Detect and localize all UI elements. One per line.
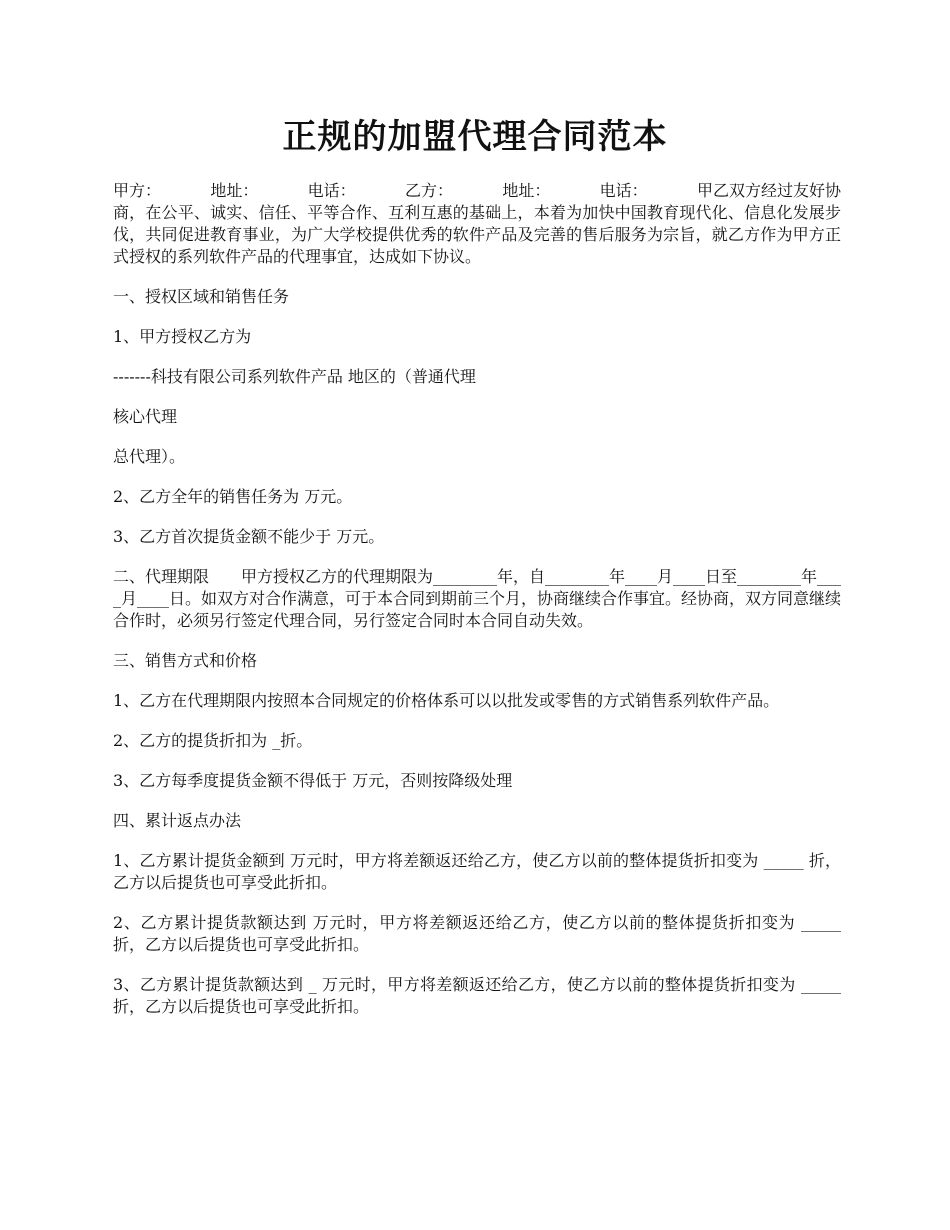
document-title: 正规的加盟代理合同范本 <box>282 117 668 157</box>
clause-paragraph: 3、乙方每季度提货金额不得低于 万元，否则按降级处理 <box>113 771 513 790</box>
intro-lead-text: 甲乙双方经过友好协 <box>696 181 841 200</box>
clause-paragraph: -------科技有限公司系列软件产品 地区的（普通代理 <box>113 367 476 386</box>
section-paragraph: 二、代理期限 甲方授权乙方的代理期限为________年，自________年____月____日至________年____月____日。如双方对合作满意，可于本合同到期前三个月，协商继续合作事宜。经协商，双方同意继续合作时，必须另行签定代理合同，另行签定合同时本合同自动失效。 <box>113 567 842 630</box>
clause-paragraph: 2、乙方累计提货款额达到 万元时，甲方将差额返还给乙方，使乙方以前的整体提货折扣变为 _____ 折，乙方以后提货也可享受此折扣。 <box>113 913 841 954</box>
document-body <box>113 180 841 1036</box>
clause-paragraph: 3、乙方首次提货金额不能少于 万元。 <box>113 527 385 546</box>
clause-paragraph: 1、甲方授权乙方为 <box>113 327 252 346</box>
party-b-label: 乙方： <box>404 181 453 200</box>
party-a-label: 甲方： <box>113 181 162 200</box>
clause-paragraph: 1、乙方累计提货金额到 万元时，甲方将差额返还给乙方，使乙方以前的整体提货折扣变为 _____ 折，乙方以后提货也可享受此折扣。 <box>113 851 841 892</box>
party-header-line <box>113 180 841 202</box>
clause-paragraph: 核心代理 <box>113 407 178 426</box>
clause-paragraph: 1、乙方在代理期限内按照本合同规定的价格体系可以以批发或零售的方式销售系列软件产品。 <box>113 691 780 710</box>
clause-paragraph: 2、乙方全年的销售任务为 万元。 <box>113 487 353 506</box>
intro-paragraph: 商，在公平、诚实、信任、平等合作、互利互惠的基础上，本着为加快中国教育现代化、信息化发展步伐，共同促进教育事业，为广大学校提供优秀的软件产品及完善的售后服务为宗旨，就乙方作为甲方正式授权的系列软件产品的代理事宜，达成如下协议。 <box>113 203 841 266</box>
clause-paragraph: 总代理）。 <box>113 447 186 466</box>
section-heading: 一、授权区域和销售任务 <box>113 287 290 306</box>
section-heading: 四、累计返点办法 <box>113 811 242 830</box>
section-heading: 三、销售方式和价格 <box>113 651 258 670</box>
party-a-address-label: 地址： <box>210 181 259 200</box>
clause-paragraph: 3、乙方累计提货款额达到 _ 万元时，甲方将差额返还给乙方，使乙方以前的整体提货折扣变为 _____折，乙方以后提货也可享受此折扣。 <box>113 975 841 1016</box>
party-b-phone-label: 电话： <box>599 181 648 200</box>
party-b-address-label: 地址： <box>502 181 551 200</box>
party-a-phone-label: 电话： <box>307 181 356 200</box>
clause-paragraph: 2、乙方的提货折扣为 _折。 <box>113 731 313 750</box>
